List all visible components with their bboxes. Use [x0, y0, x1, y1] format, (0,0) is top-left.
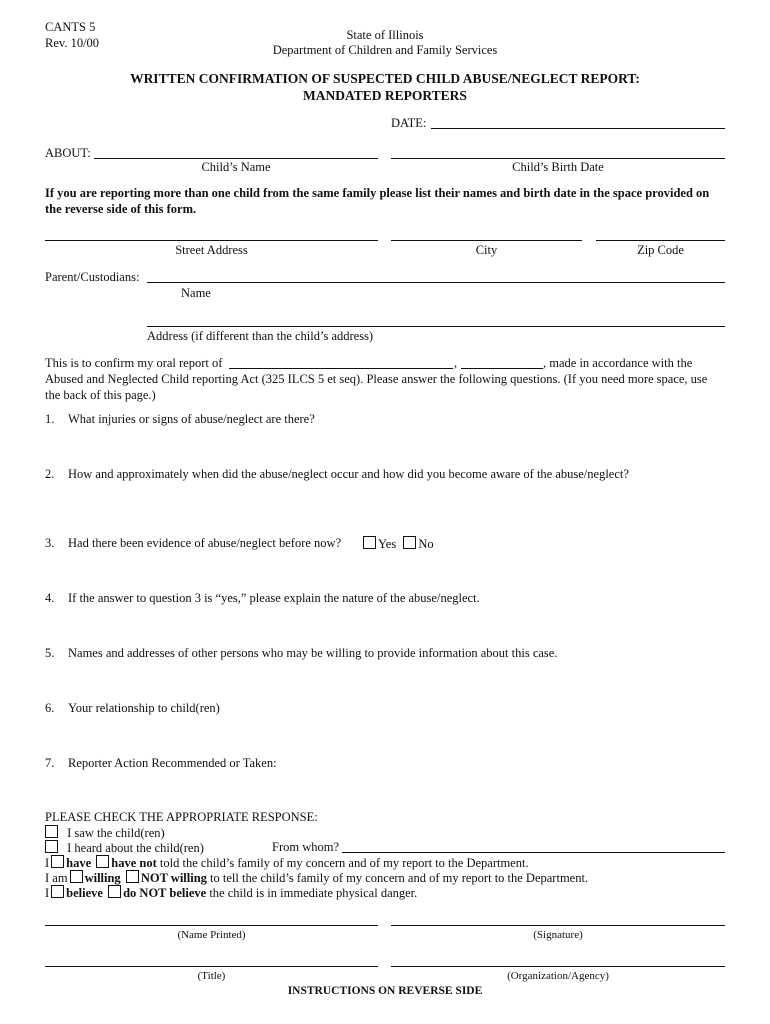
- parent-address-field[interactable]: [147, 326, 725, 327]
- parent-custodians-label: Parent/Custodians:: [45, 270, 140, 284]
- saw-child-checkbox[interactable]: [45, 825, 58, 838]
- have-checkbox[interactable]: [51, 855, 64, 868]
- have-not-label: have not: [111, 856, 157, 870]
- question-5: [45, 646, 557, 661]
- child-name-field[interactable]: [94, 158, 378, 159]
- question-4: [45, 591, 480, 606]
- oral-report-date-field[interactable]: [461, 368, 543, 369]
- not-believe-label: do NOT believe: [123, 886, 207, 900]
- date-field[interactable]: [431, 128, 725, 129]
- have-label: have: [66, 856, 92, 870]
- question-text: Names and addresses of other persons who may be willing to provide information about this case.: [68, 646, 558, 660]
- name-printed-label: (Name Printed): [177, 929, 246, 941]
- believe-row: [45, 885, 417, 901]
- q3-options: [361, 536, 434, 552]
- form-title-line2: MANDATED REPORTERS: [303, 88, 467, 103]
- question-number: 4.: [45, 591, 55, 605]
- question-number: 7.: [45, 756, 55, 770]
- city-label: City: [475, 243, 498, 257]
- saw-child-label: I saw the child(ren): [67, 826, 165, 840]
- willing-checkbox[interactable]: [70, 870, 83, 883]
- q3-no-checkbox[interactable]: [403, 536, 416, 549]
- believe-i-label: I: [45, 886, 50, 900]
- willing-row: [45, 870, 588, 886]
- question-text: How and approximately when did the abuse/neglect occur and how did you become aware of the abuse/neglect?: [68, 467, 629, 481]
- question-1: [45, 412, 315, 427]
- question-text: What injuries or signs of abuse/neglect are there?: [68, 412, 315, 426]
- question-number: 6.: [45, 701, 55, 715]
- child-birth-date-field[interactable]: [391, 158, 725, 159]
- q3-no-label: No: [418, 537, 434, 551]
- saw-child-row: [45, 825, 165, 841]
- parent-address-label: Address (if different than the child’s address): [147, 329, 374, 343]
- city-field[interactable]: [391, 240, 582, 241]
- told-i-label: I: [45, 856, 50, 870]
- heard-child-label: I heard about the child(ren): [67, 841, 204, 855]
- parent-name-label: Name: [181, 286, 211, 300]
- organization-field[interactable]: [391, 966, 725, 967]
- question-text: Your relationship to child(ren): [68, 701, 220, 715]
- signature-label: (Signature): [533, 929, 583, 941]
- organization-label: (Organization/Agency): [507, 970, 609, 982]
- multi-child-note: If you are reporting more than one child from the same family please list their names and birth date in the space provided on the reverse side of this form.: [45, 186, 710, 216]
- confirm-text-line2: Abused and Neglected Child reporting Act (325 ILCS 5 et seq). Please answer the following questions. (If you need more space, use: [45, 372, 708, 386]
- department-name: Department of Children and Family Services: [272, 43, 498, 57]
- willing-rest-label: to tell the child’s family of my concern and of my report to the Department.: [210, 871, 589, 885]
- parent-name-field[interactable]: [147, 282, 725, 283]
- state-name: State of Illinois: [346, 28, 424, 42]
- street-address-field[interactable]: [45, 240, 378, 241]
- question-6: [45, 701, 220, 716]
- street-address-label: Street Address: [175, 243, 248, 257]
- question-7: [45, 756, 277, 771]
- told-family-row: [45, 855, 529, 871]
- not-willing-checkbox[interactable]: [126, 870, 139, 883]
- believe-rest-label: the child is in immediate physical danger.: [209, 886, 418, 900]
- question-text: Had there been evidence of abuse/neglect before now?: [68, 536, 342, 550]
- from-whom-field[interactable]: [342, 852, 725, 853]
- q3-yes-label: Yes: [378, 537, 397, 551]
- question-number: 2.: [45, 467, 55, 481]
- reverse-side-instructions: INSTRUCTIONS ON REVERSE SIDE: [287, 985, 483, 997]
- name-printed-field[interactable]: [45, 925, 378, 926]
- confirm-text-part2: , made in accordance with the: [543, 356, 693, 370]
- believe-label: believe: [66, 886, 103, 900]
- willing-label: willing: [84, 871, 121, 885]
- q3-yes-checkbox[interactable]: [363, 536, 376, 549]
- zip-code-label: Zip Code: [637, 243, 684, 257]
- confirm-text-line3: the back of this page.): [45, 388, 156, 402]
- form-revision: Rev. 10/00: [45, 36, 100, 50]
- heard-child-row: [45, 840, 204, 856]
- not-believe-checkbox[interactable]: [108, 885, 121, 898]
- form-title-line1: WRITTEN CONFIRMATION OF SUSPECTED CHILD ABUSE/NEGLECT REPORT:: [130, 71, 640, 86]
- heard-child-checkbox[interactable]: [45, 840, 58, 853]
- from-whom-label: From whom?: [272, 840, 340, 854]
- question-number: 1.: [45, 412, 55, 426]
- child-birth-date-label: Child’s Birth Date: [512, 160, 604, 174]
- title-label: (Title): [197, 970, 226, 982]
- question-2: [45, 467, 629, 482]
- about-label: ABOUT:: [45, 146, 91, 160]
- question-text: Reporter Action Recommended or Taken:: [68, 756, 277, 770]
- have-not-checkbox[interactable]: [96, 855, 109, 868]
- question-number: 3.: [45, 536, 55, 550]
- confirm-comma: ,: [454, 356, 458, 370]
- check-heading: PLEASE CHECK THE APPROPRIATE RESPONSE:: [45, 810, 318, 824]
- willing-i-am-label: I am: [45, 871, 68, 885]
- zip-code-field[interactable]: [596, 240, 725, 241]
- believe-checkbox[interactable]: [51, 885, 64, 898]
- told-rest-label: told the child’s family of my concern and of my report to the Department.: [159, 856, 529, 870]
- date-label: DATE:: [391, 116, 427, 130]
- question-3: [45, 536, 341, 551]
- not-willing-label: NOT willing: [140, 871, 207, 885]
- signature-field[interactable]: [391, 925, 725, 926]
- child-name-label: Child’s Name: [201, 160, 271, 174]
- question-text: If the answer to question 3 is “yes,” please explain the nature of the abuse/neglect.: [68, 591, 480, 605]
- title-field[interactable]: [45, 966, 378, 967]
- question-number: 5.: [45, 646, 55, 660]
- form-id: CANTS 5: [45, 20, 96, 34]
- confirm-text-part1: This is to confirm my oral report of: [45, 356, 223, 370]
- oral-report-recipient-field[interactable]: [229, 368, 453, 369]
